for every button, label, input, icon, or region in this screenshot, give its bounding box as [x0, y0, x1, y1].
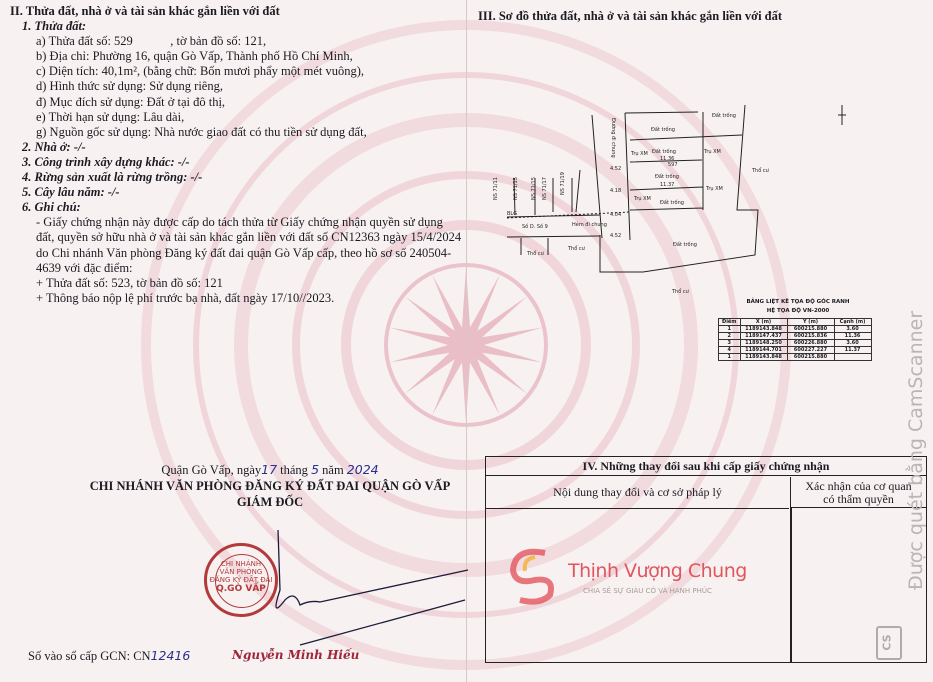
land-item: c) Diện tích: 40,1m², (bằng chữ: Bốn mươi phẩy một mét vuông),	[36, 64, 365, 79]
label-vacant: Đất trống	[673, 242, 697, 248]
house-label: NS 71/17	[542, 177, 548, 200]
camscanner-icon: CS	[876, 626, 902, 660]
land-heading: 1. Thửa đất:	[22, 19, 87, 34]
signature-scribble	[240, 530, 470, 650]
note-item: + Thửa đất số: 523, tờ bản đồ số: 121	[36, 275, 223, 290]
land-item: b) Địa chỉ: Phường 16, quận Gò Vấp, Thành phố Hồ Chí Minh,	[36, 49, 353, 64]
logo-tagline: CHIA SẺ SỰ GIÀU CÓ VÀ HẠNH PHÚC	[583, 587, 712, 595]
table-row: 4 1189144.701 600227.227 11.37	[719, 347, 872, 354]
land-item: đ) Mục đích sử dụng: Đất ở tại đô thị,	[36, 94, 226, 109]
dim-label: 4.18	[610, 188, 622, 194]
label-residential: Thổ cư	[568, 246, 585, 252]
signer-position: GIÁM ĐỐC	[236, 495, 304, 509]
land-item: d) Hình thức sử dụng: Sử dụng riêng,	[36, 79, 223, 94]
logo-name: Thịnh Vượng Chung	[568, 560, 747, 582]
label-vacant: Đất trống	[712, 113, 736, 119]
label-vacant: Đất trống	[651, 127, 675, 133]
label-blg: BLG	[507, 211, 518, 217]
north-arrow-icon	[838, 105, 846, 125]
note-item: + Thông báo nộp lệ phí trước bạ nhà, đất ngày 17/10//2023.	[36, 290, 335, 305]
dim-label: 4.04	[610, 212, 622, 218]
coord-table-title: BẢNG LIỆT KÊ TỌA ĐỘ GÓC RANH HỆ TỌA ĐỘ VN-2000	[746, 299, 850, 314]
heading-notes: 6. Ghi chú:	[22, 200, 81, 215]
label-vacant: Đất trống	[652, 149, 676, 155]
register-number: Số vào sổ cấp GCN: CN12416	[28, 648, 191, 663]
official-stamp: CHI NHÁNH VĂN PHÒNG ĐĂNG KÝ ĐẤT ĐAI Q.GÒ VẤP	[204, 543, 278, 617]
label-alley-road: Đường đi chung	[610, 118, 616, 158]
label-residential: Thổ cư	[752, 168, 769, 174]
label-post: Trụ XM	[631, 151, 648, 157]
column-header-confirmation: Xác nhận của cơ quan có thẩm quyền	[790, 477, 926, 508]
table-row: 3 1189148.250 600226.880 3.60	[719, 340, 872, 347]
dim-label: 11.36	[660, 156, 675, 162]
land-item: a) Thửa đất số: 529 , tờ bản đồ số: 121,	[36, 34, 267, 49]
table-row: 1 1189143.848 600215.880 3.60	[719, 326, 872, 333]
house-label: NS 71/19	[560, 172, 566, 195]
heading-perennial: 5. Cây lâu năm: -/-	[22, 185, 120, 200]
label-post: Trụ XM	[704, 149, 721, 155]
house-label: NS 71/15	[513, 177, 519, 200]
heading-other-works: 3. Công trình xây dựng khác: -/-	[22, 154, 190, 169]
sign-month: 5	[311, 462, 320, 477]
signature-block	[60, 462, 480, 510]
section-4-title: IV. Những thay đổi sau khi cấp giấy chứng nhận	[486, 457, 926, 476]
label-residential: Thổ cư	[527, 251, 544, 257]
label-vacant: Đất trống	[655, 174, 679, 180]
camscanner-watermark: Được quét bằng CamScanner	[905, 310, 927, 590]
section-2-title: II. Thửa đất, nhà ở và tài sản khác gắn liền với đất	[10, 4, 280, 18]
dim-label: 4.52	[610, 233, 622, 239]
label-alley: Hẻm đi chung	[572, 222, 607, 228]
note-paragraph: - Giấy chứng nhận này được cấp do tách thửa từ Giấy chứng nhận quyền sử dụng đất, quyền sở hữu nhà ở và tài sản khác gắn liền với đất số CN12363 ngày 15/4/2024 do Chi nhánh Văn phòng Đăng ký đất đai quận Gò Vấp cấp, theo hồ sơ số 240504-4639 với đặc điểm:	[36, 215, 462, 275]
label-road: Số D. Số 9	[522, 224, 548, 230]
signer-name: Nguyễn Minh Hiếu	[232, 648, 360, 662]
dim-label: 4.52	[610, 166, 622, 172]
dim-label: 11.37	[660, 182, 675, 188]
label-vacant: Đất trống	[660, 200, 684, 206]
house-label: NS 71/11	[493, 177, 499, 200]
sign-date: Quận Gò Vấp, ngày17 tháng 5 năm 2024	[161, 462, 379, 477]
thinh-vuong-chung-logo-icon	[505, 545, 565, 605]
sign-day: 17	[261, 462, 278, 477]
table-row: 1 1189143.848 600215.880	[719, 354, 872, 361]
table-row: 2 1189147.437 600215.836 11.36	[719, 333, 872, 340]
section-3-title: III. Sơ đồ thửa đất, nhà ở và tài sản khác gắn liền với đất	[478, 9, 783, 23]
label-residential: Thổ cư	[672, 289, 689, 295]
heading-house: 2. Nhà ở: -/-	[22, 139, 86, 154]
land-item: g) Nguồn gốc sử dụng: Nhà nước giao đất có thu tiền sử dụng đất,	[36, 124, 367, 139]
land-item: e) Thời hạn sử dụng: Lâu dài,	[36, 109, 185, 124]
coord-table: Điểm X (m) Y (m) Cạnh (m) 1 1189143.848 600215.880 3.60 2 1189147.437 600215.836 11.36 3 1189148.250 600226.880 3.60 4 1189144.701 600227.227 11.37 1 1189143.848 600215.880	[718, 318, 872, 361]
column-header-changes: Nội dung thay đổi và cơ sở pháp lý	[486, 477, 789, 509]
heading-forest: 4. Rừng sản xuất là rừng trồng: -/-	[22, 170, 203, 185]
organization-name: CHI NHÁNH VĂN PHÒNG ĐĂNG KÝ ĐẤT ĐAI QUẬN GÒ VẤP	[89, 479, 451, 493]
label-post: Trụ XM	[634, 196, 651, 202]
sign-year: 2024	[346, 462, 379, 477]
house-label: NS 71/15	[531, 177, 537, 200]
label-parcel: 597	[668, 162, 678, 168]
parcel-diagram	[0, 0, 933, 300]
label-post: Trụ XM	[706, 186, 723, 192]
